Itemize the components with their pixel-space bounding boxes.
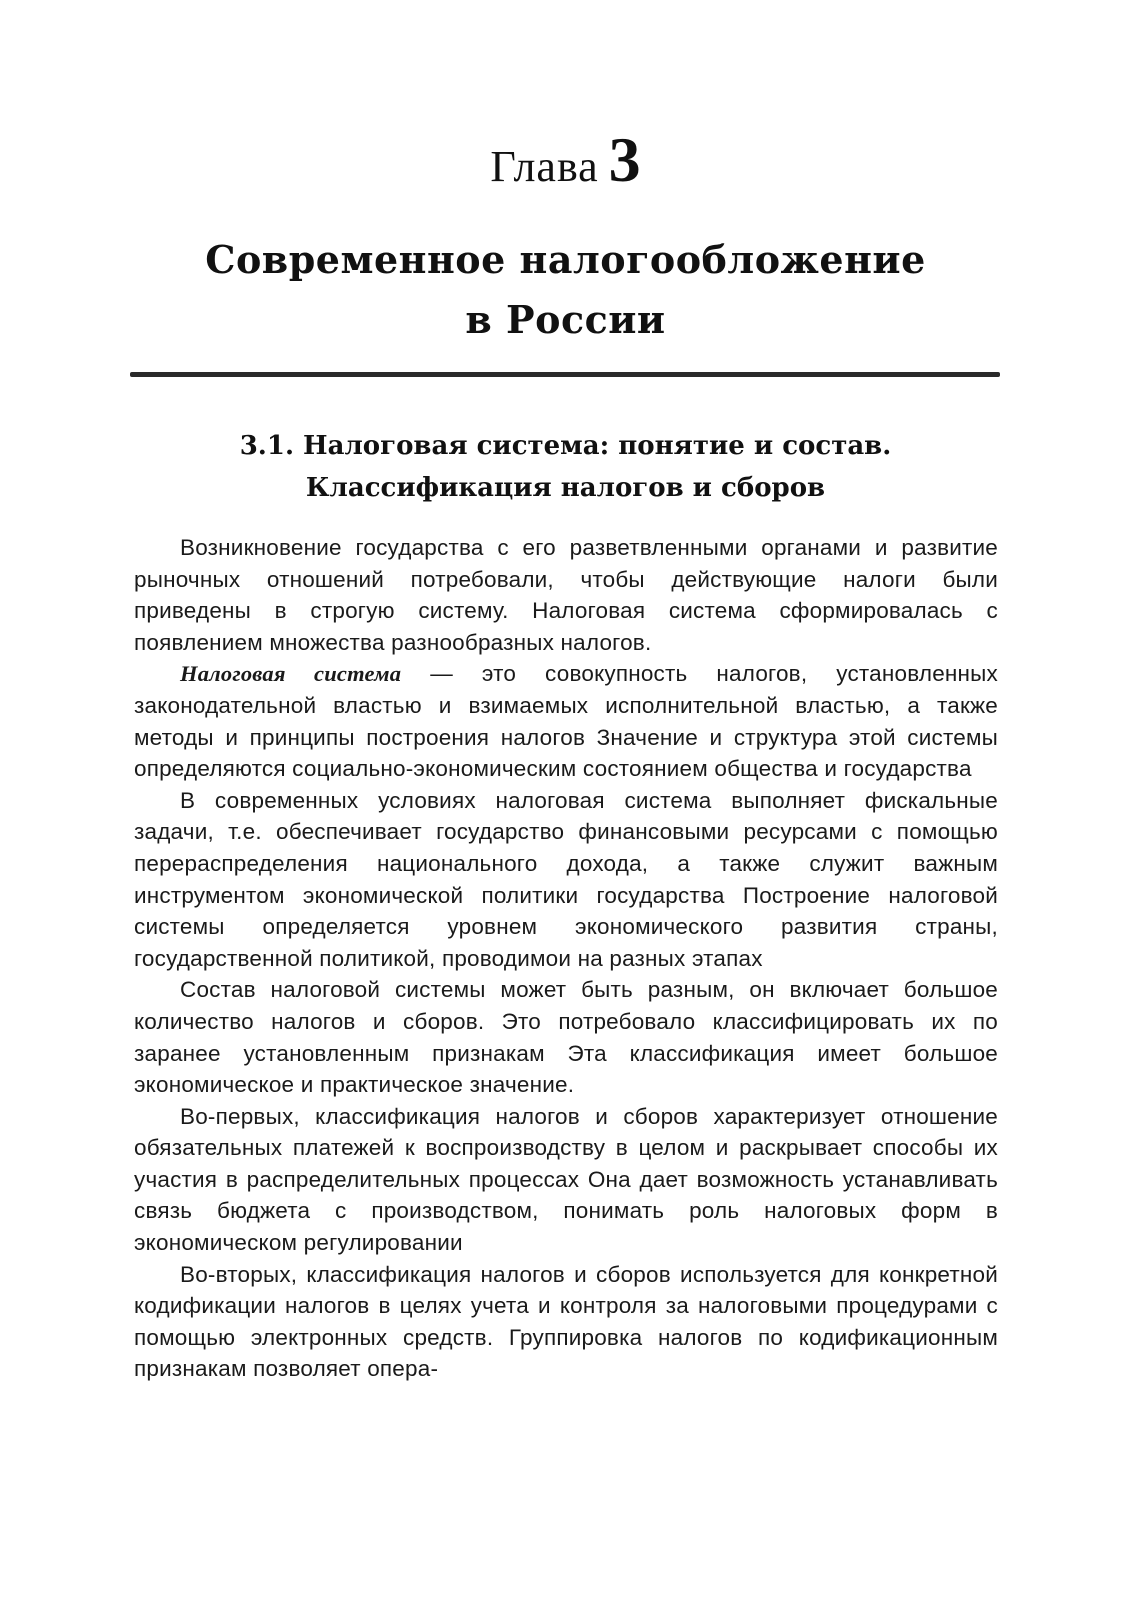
section-title-line-1: 3.1. Налоговая система: понятие и состав.	[239, 431, 892, 461]
chapter-title-line-2: в России	[465, 297, 666, 342]
defined-term: Налоговая система	[180, 661, 402, 687]
paragraph-1: Возникновение государства с его разветвленными органами и развитие рыночных отношений потребовали, чтобы действующие налоги были приведены в строгую систему. Налоговая система сформировалась с появлением множества разнообразных налогов.	[134, 535, 998, 655]
paragraph-2	[134, 658, 998, 784]
chapter-title-line-1: Современное налогообложение	[205, 237, 926, 282]
paragraph-3: В современных условиях налоговая система выполняет фискальные задачи, т.е. обеспечивает государство финансовыми ресурсами с помощью перераспределения национального дохода, а также служит важным инструментом экономической политики государства Построение налоговой системы определяется уровнем экономического развития страны, государственной политикой, проводимои на разных этапах	[134, 787, 998, 971]
chapter-title	[0, 230, 1131, 350]
chapter-heading	[0, 124, 1131, 199]
paragraph-4: Состав налоговой системы может быть разным, он включает большое количество налогов и сборов. Это потребовало классифицировать их по заранее установленным признакам Эта классификация имеет большое экономическое и практическое значение.	[134, 977, 998, 1098]
chapter-word: Глава	[490, 142, 599, 191]
chapter-number: 3	[608, 124, 641, 195]
horizontal-rule	[130, 372, 1000, 377]
paragraph-5: Во-первых, классификация налогов и сборов характеризует отношение обязательных платежей к воспроизводству в целом и раскрывает способы их участия в распределительных процессах Она дает возможность устанавливать связь бюджета с производством, понимать роль налоговых форм в экономическом регулировании	[134, 1103, 998, 1256]
section-title-line-2: Классификация налогов и сборов	[305, 473, 826, 503]
section-heading	[0, 425, 1131, 509]
paragraph-2-text: — это совокупность налогов, установленных законодательной властью и взимаемых исполнительной властью, а также методы и принципы построения налогов Значение и структура этой системы определяются социально-экономическим состоянием общества и государства	[134, 661, 998, 782]
body-text	[134, 532, 998, 1385]
paragraph-6: Во-вторых, классификация налогов и сборов используется для конкретной кодификации налогов в целях учета и контроля за налоговыми процедурами с помощью электронных средств. Группировка налогов по кодификационным признакам позволяет опера-	[134, 1261, 998, 1382]
